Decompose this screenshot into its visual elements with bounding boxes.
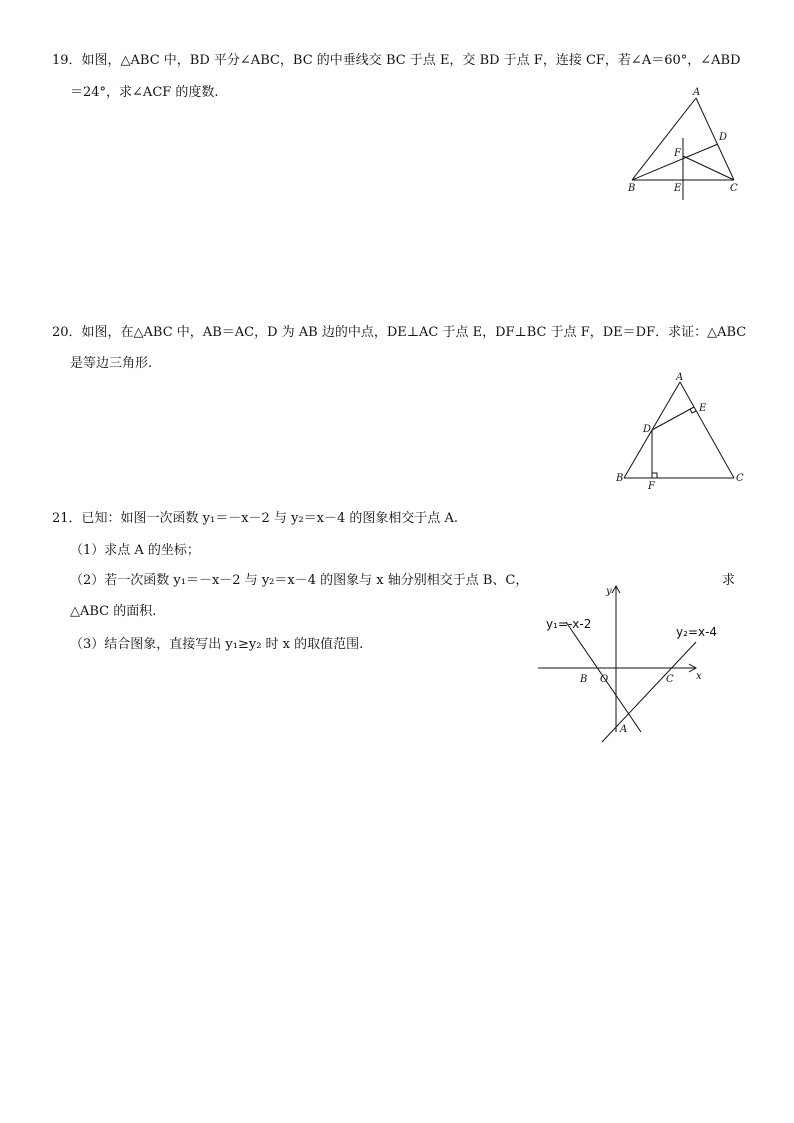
q21-label-y-axis: y [606, 586, 612, 597]
q19-text-line2: ＝24°，求∠ACF 的度数. [70, 85, 219, 100]
q20-triangle-figure [610, 370, 750, 490]
q20-label-e: E [699, 403, 707, 414]
q19-label-f: F [674, 148, 681, 159]
q19-side-ab [632, 98, 696, 180]
q21-function-graph [536, 582, 716, 747]
q21-label-y1: y₁=-x-2 [546, 617, 592, 631]
q20-text-line2: 是等边三角形. [70, 356, 153, 371]
q19-side-ac [696, 98, 734, 180]
q19-triangle-figure [620, 88, 750, 206]
q19-label-d: D [719, 132, 728, 143]
q21-part3: （3）结合图象，直接写出 y₁≥y₂ 时 x 的取值范围. [70, 637, 364, 652]
q21-label-a: A [620, 724, 628, 735]
q21-label-c: C [666, 674, 674, 685]
q19-label-a: A [693, 87, 701, 98]
q20-label-d: D [643, 424, 652, 435]
q19-text-line1: 19．如图，△ABC 中，BD 平分∠ABC，BC 的中垂线交 BC 于点 E，交 BD 于点 F，连接 CF，若∠A＝60°，∠ABD [52, 53, 741, 68]
q21-label-b: B [580, 674, 588, 685]
q19-label-b: B [628, 183, 636, 194]
q20-side-ac [680, 382, 734, 478]
q21-part1: （1）求点 A 的坐标； [70, 543, 200, 558]
q21-label-x-axis: x [696, 671, 702, 682]
q21-label-y2: y₂=x-4 [676, 625, 718, 639]
q19-label-e: E [674, 183, 682, 194]
q20-text-line1: 20．如图，在△ABC 中，AB＝AC，D 为 AB 边的中点，DE⊥AC 于点 E，DF⊥BC 于点 F，DE＝DF．求证：△ABC [52, 325, 747, 340]
q21-part2-line2: △ABC 的面积. [70, 604, 157, 619]
q20-label-b: B [616, 473, 624, 484]
q19-segment-cf [683, 156, 734, 180]
q20-label-a: A [676, 372, 684, 383]
q21-label-o: O [600, 674, 609, 685]
q19-label-c: C [730, 183, 738, 194]
q20-label-c: C [736, 473, 744, 484]
q20-label-f: F [648, 481, 655, 492]
q21-text-line1: 21．已知：如图一次函数 y₁＝－x－2 与 y₂＝x－4 的图象相交于点 A. [52, 511, 459, 526]
q20-right-angle-f [652, 473, 657, 478]
q21-part2-tail: 求 [722, 573, 736, 588]
q21-part2: （2）若一次函数 y₁＝－x－2 与 y₂＝x－4 的图象与 x 轴分别相交于点 B、C， [70, 573, 529, 588]
